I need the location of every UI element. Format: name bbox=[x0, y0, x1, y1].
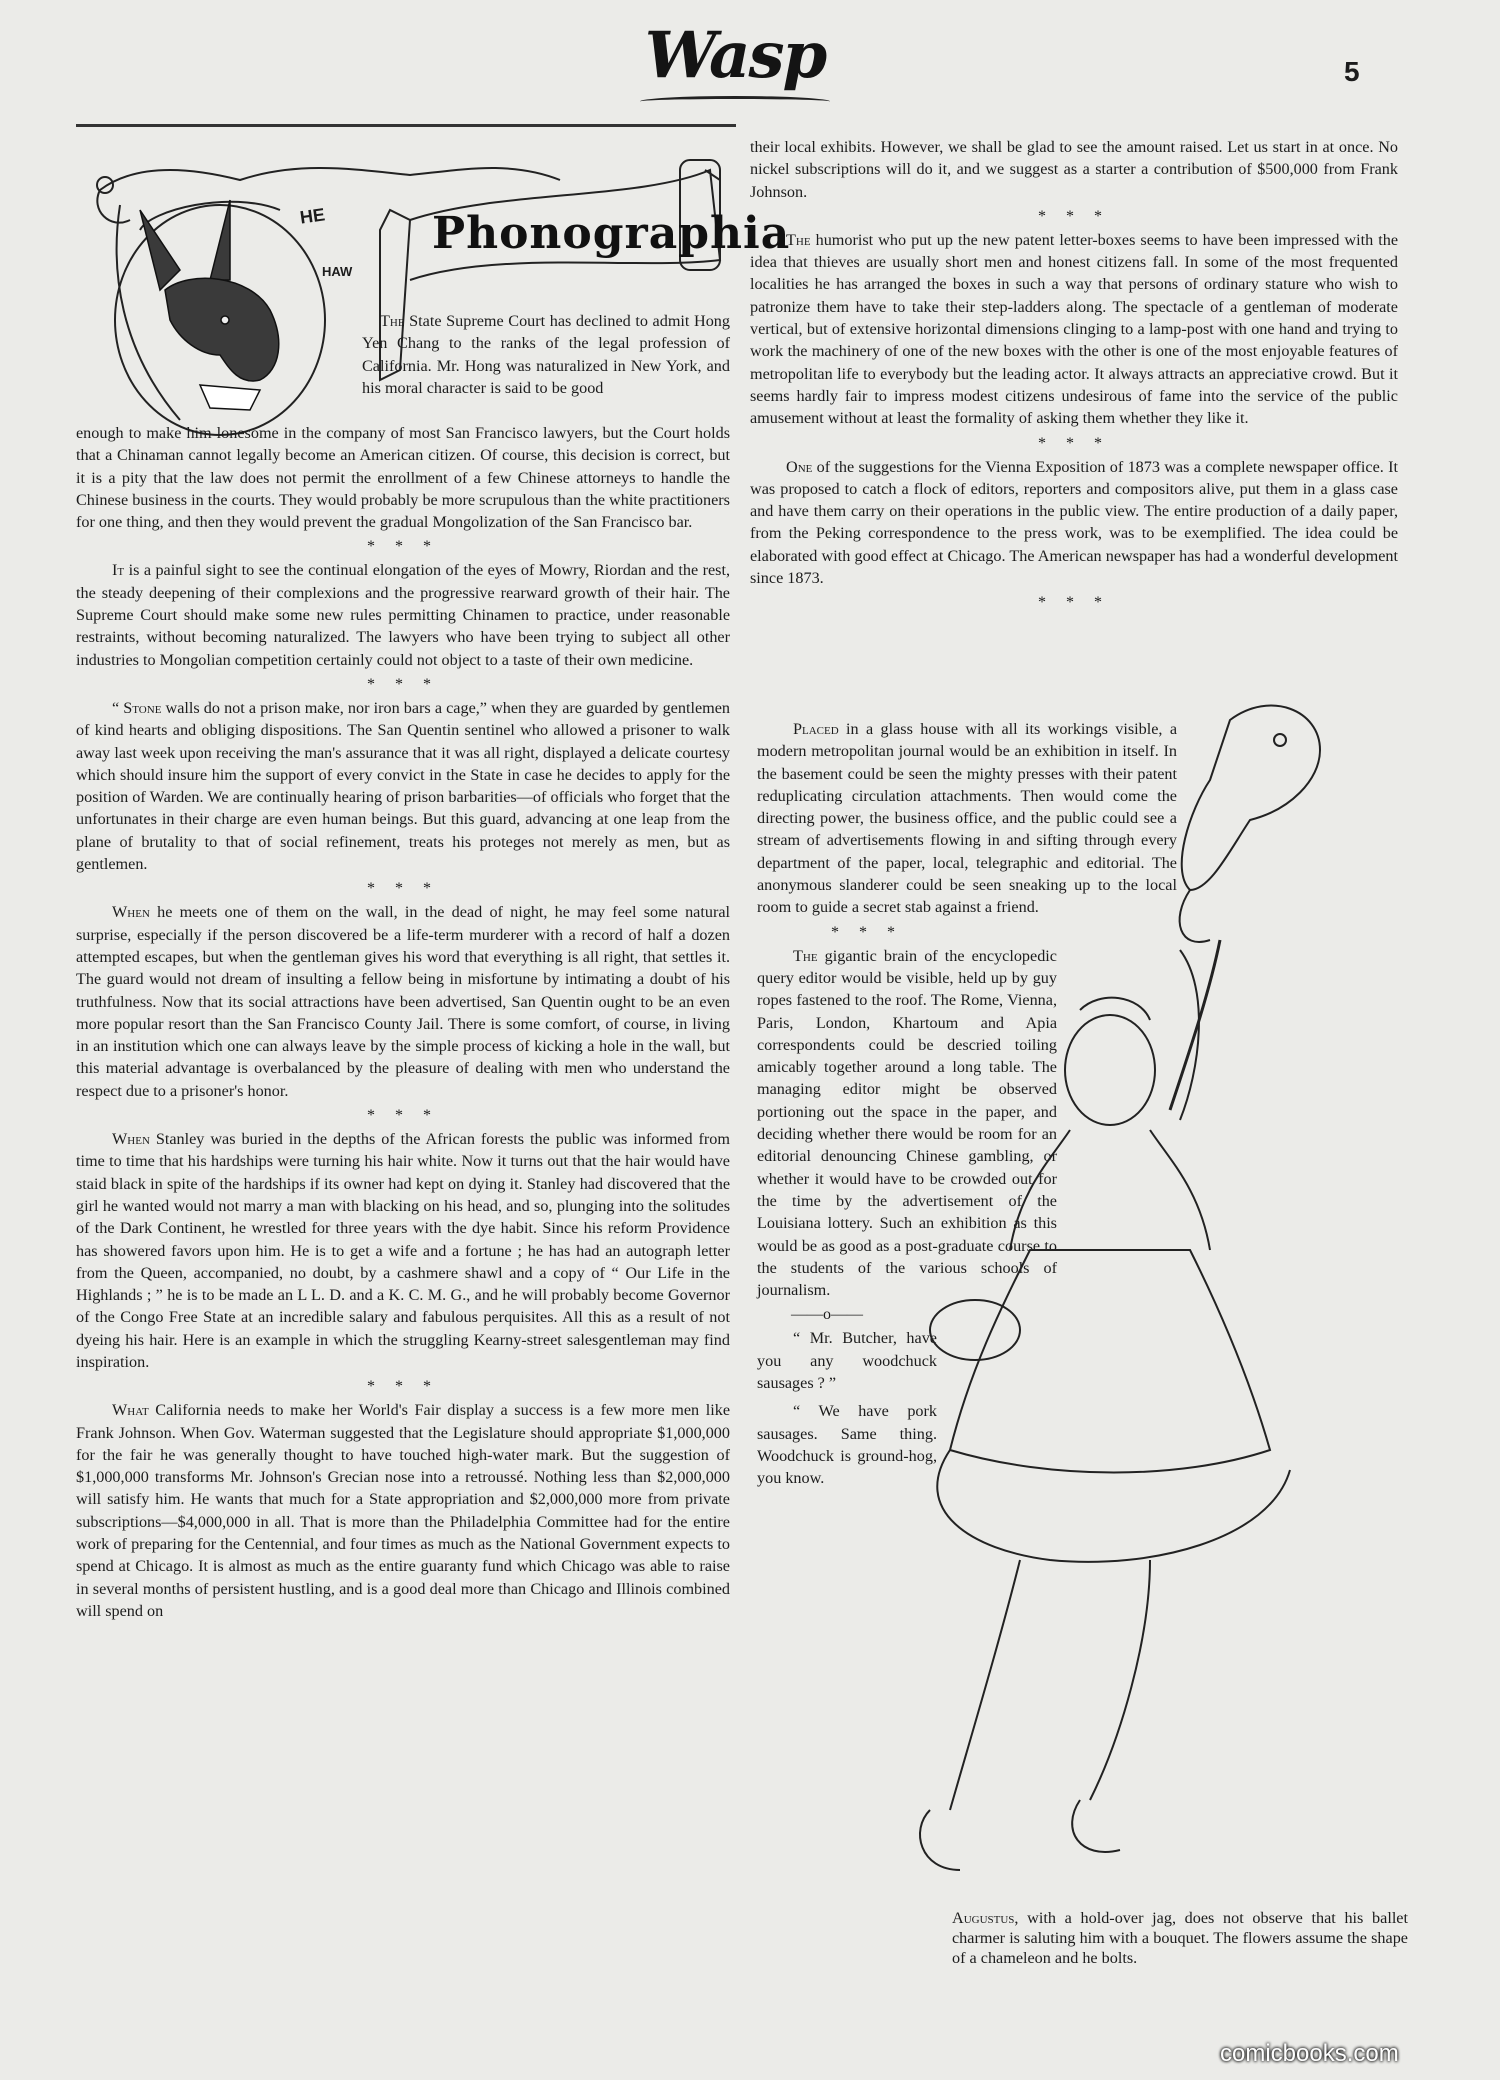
intro-paragraph bbox=[362, 310, 730, 399]
stars-divider: * * * bbox=[831, 923, 903, 941]
ballet-dancer-illustration bbox=[850, 690, 1410, 1990]
stars-divider: * * * bbox=[1038, 594, 1110, 612]
stars-divider: * * * bbox=[367, 675, 439, 693]
lead-word: Placed bbox=[793, 720, 839, 738]
stars-divider: * * * bbox=[1038, 434, 1110, 452]
right-paragraph-2 bbox=[750, 456, 1398, 590]
page-number: 5 bbox=[1344, 56, 1360, 87]
paragraph-body: of the suggestions for the Vienna Exposition of 1873 was a complete newspaper office. It was proposed to catch a flock of editors, reporters and compositors alive, put them in a glass case and have them carry on their operations in the public view. The entire production of a daily paper, from the Peking correspondence to the press work, was to be exemplified. The idea could be elaborated with good effect at Chicago. The American newspaper has had a wonderful development since 1873. bbox=[750, 457, 1399, 588]
paragraph-body: gigantic brain of the encyclopedic query editor would be visible, held up by guy ropes fastened to the roof. The Rome, Vienna, Paris, London, Khartoum and Apia correspondents could be descried toiling amicably together around a long table. The managing editor might be observed portioning out the space in the paper, and deciding whether there would be room for an editorial denouncing Chinese gambling, or whether it would have to be crowded out for the time by the advertisement of the Louisiana lottery. Such an exhibition as this would be as good as a post-graduate course to the students of the various schools of journalism. bbox=[757, 946, 1057, 1300]
joke-answer: “ We have pork sausages. Same thing. Woodchuck is ground-hog, you know. bbox=[757, 1402, 937, 1488]
lead-word: When bbox=[112, 1130, 150, 1149]
right-paragraph-0: their local exhibits. However, we shall be glad to see the amount raised. Let us start in at once. No nickel subscriptions will do it, and we suggest as a starter a contribution of $500,000 from Frank Johnson. bbox=[750, 138, 1398, 201]
joke-divider: ——o—— bbox=[791, 1306, 863, 1324]
intro-body: State Supreme Court has declined to admit Hong Yen Chang to the ranks of the legal profession of California. Mr. Hong was naturalized in New York, and his moral character is said to be good bbox=[362, 312, 730, 397]
left-paragraph-4 bbox=[76, 1128, 730, 1373]
donkey-portrait-icon bbox=[140, 200, 279, 410]
lead-word: One bbox=[786, 457, 813, 476]
masthead-title: Wasp bbox=[644, 18, 826, 93]
caption-text: with a hold-over jag, does not observe that his ballet charmer is saluting him with a bouquet. The flowers assume the shape of a chameleon and he bolts. bbox=[952, 1909, 1408, 1967]
left-paragraph-0: enough to make him lonesome in the company of most San Francisco lawyers, but the Court holds that a Chinaman cannot legally become an American citizen. Of course, this decision is correct, but it is a pity that the law does not permit the enrollment of a few Chinese attorneys to handle the Chinese business in the courts. They would probably be more scrupulous than the white practitioners for one thing, and then they would prevent the gradual Mongolization of the San Francisco bar. bbox=[76, 424, 730, 532]
left-paragraph-3 bbox=[76, 901, 730, 1102]
left-column bbox=[76, 422, 730, 1628]
stars-divider: * * * bbox=[367, 538, 439, 556]
lead-word: “ Stone bbox=[112, 698, 162, 717]
paragraph-body: he meets one of them on the wall, in the dead of night, he may feel some natural surprise, especially if the person discovered be a life-term murderer with a record of half a dozen attempted escapes, but when the gentleman gives his word that everything is all right, that settles it. The guard would not dream of insulting a fellow being in misfortune by intimating a doubt of his truthfulness. Now that its social attractions have been advertised, San Quentin ought to be an even more popular resort than the San Francisco County Jail. There is some comfort, of course, in living in an institution which one can always leave by the simple process of kicking a hole in the wall, but this material advantage is overbalanced by the pleasure of dealing with men who understand the respect due to a prisoner's honor. bbox=[76, 903, 731, 1100]
joke-question: “ Mr. Butcher, have you any woodchuck sausages ? ” bbox=[757, 1329, 937, 1393]
stars-divider: * * * bbox=[367, 1378, 439, 1396]
lead-word: When bbox=[112, 903, 150, 922]
left-paragraph-5 bbox=[76, 1399, 730, 1622]
lead-word: The bbox=[380, 312, 405, 330]
left-paragraph-1 bbox=[76, 559, 730, 670]
lead-word: It bbox=[112, 561, 125, 580]
lead-word: The bbox=[786, 230, 811, 249]
illustration-caption bbox=[952, 1908, 1408, 1968]
watermark: comicbooks.com bbox=[1220, 2040, 1399, 2067]
phonographia-title: Phonographia bbox=[432, 208, 791, 259]
haw-label: HAW bbox=[322, 264, 353, 279]
right-column bbox=[750, 136, 1398, 615]
left-paragraph-2 bbox=[76, 697, 730, 875]
right-paragraph-1 bbox=[750, 229, 1398, 430]
paragraph-body: is a painful sight to see the continual elongation of the eyes of Mowry, Riordan and the rest, the steady deepening of their complexions and the progressive rearward growth of their hair. The Supreme Court should make some new rules permitting Chinamen to practice, under reasonable restraints, without becoming naturalized. The lawyers who have been trying to subject all other industries to Mongolian competition certainly could not object to a taste of their own medicine. bbox=[76, 561, 730, 669]
he-label: HE bbox=[298, 204, 327, 228]
paragraph-body: California needs to make her World's Fair display a success is a few more men like Frank Johnson. When Gov. Waterman suggested that the Legislature should appropriate $1,000,000 for the fair he was generally thought to have touched high-water mark. But the suggestion of $1,000,000 transforms Mr. Johnson's Grecian nose into a retroussé. Nothing less than $2,000,000 will satisfy him. He wants that much for a State appropriation and $2,000,000 more from private subscriptions—$4,000,000 in all. That is more than the Philadelphia Committee had for the entire work of preparing for the Centennial, and four times as much as the National Government expects to spend at Chicago. It is almost as much as the entire guaranty fund which Chicago was able to raise in several months of persistent hustling, and is a good deal more than Chicago and Illinois combined will spend on bbox=[76, 1401, 731, 1620]
paragraph-body: Stanley was buried in the depths of the African forests the public was informed from time to time that his hardships were turning his hair white. Now it turns out that the hair would have staid black in spite of the hardships if its owner had kept on dying it. Stanley had discovered that the girl he wanted would not marry a man with blacking on his head, and so, plunging into the solitudes of the Dark Continent, he wrestled for three years with the dye habit. Since his reform Providence has showered favors upon him. He is to get a wife and a fortune ; he has had an autograph letter from the Queen, accompanied, no doubt, by a cashmere shawl and a copy of “ Our Life in the Highlands ; ” he is to be made an L L. D. and a K. C. M. G., and he will probably become Governor of the Congo Free State at an incredible salary and fabulous perquisites. All this as a result of not dyeing his hair. Here is an example in which the struggling Kearny-street salesgentleman may find inspiration. bbox=[76, 1130, 730, 1371]
caption-lead: Augustus, bbox=[952, 1909, 1019, 1927]
chameleon-icon bbox=[1180, 706, 1320, 942]
masthead-logo bbox=[640, 18, 830, 108]
top-rule bbox=[76, 124, 736, 127]
paragraph-body: walls do not a prison make, nor iron bars a cage,” when they are guarded by gentlemen of kind hearts and obliging dispositions. The San Quentin sentinel who allowed a prisoner to walk away last week upon receiving the man's assurance that it was all right, displayed a delicate courtesy which should insure him the support of every convict in the State in case he decides to apply for the position of Warden. We are continually hearing of prison barbarities—of officials who forget that the unfortunates in their charge are even human beings. But this guard, advancing at one leap from the plane of brutality to that of social refinement, treats his proteges not merely as men, but as gentlemen. bbox=[76, 698, 731, 874]
lead-word: What bbox=[112, 1401, 149, 1420]
paragraph-body: humorist who put up the new patent letter-boxes seems to have been impressed with the idea that thieves are usually short men and honest citizens fall. In some of the most frequented localities he has arranged the boxes in such a way that persons of ordinary stature who wish to patronize them have to take their step-ladders along. The spectacle of a gentleman of moderate vertical, but of extensive horizontal dimensions clinging to a lamp-post with one hand and trying to work the machinery of one of the new boxes with the other is one of the most enjoyable features of metropolitan life to everybody but the leading actor. It always attracts an appreciative crowd. But it seems hardly fair to impress modest citizens undesirous of fame into the service of the public amusement without at least the formality of asking them whether they like it. bbox=[750, 230, 1398, 428]
stars-divider: * * * bbox=[367, 1107, 439, 1125]
paragraph-body: in a glass house with all its workings visible, a modern metropolitan journal would be an exhibition in itself. In the basement could be seen the mighty presses with their patent reduplicating circulation attachments. Then would come the directing power, the business office, and the public could see a stream of advertisements flowing in and sifting through every department of the paper, local, telegraphic and editorial. The anonymous slanderer could be seen sneaking up to the local room to guide a secret stab against a friend. bbox=[757, 720, 1177, 917]
lead-word: The bbox=[793, 946, 818, 965]
stars-divider: * * * bbox=[1038, 207, 1110, 225]
stars-divider: * * * bbox=[367, 880, 439, 898]
masthead-swash bbox=[640, 96, 830, 107]
